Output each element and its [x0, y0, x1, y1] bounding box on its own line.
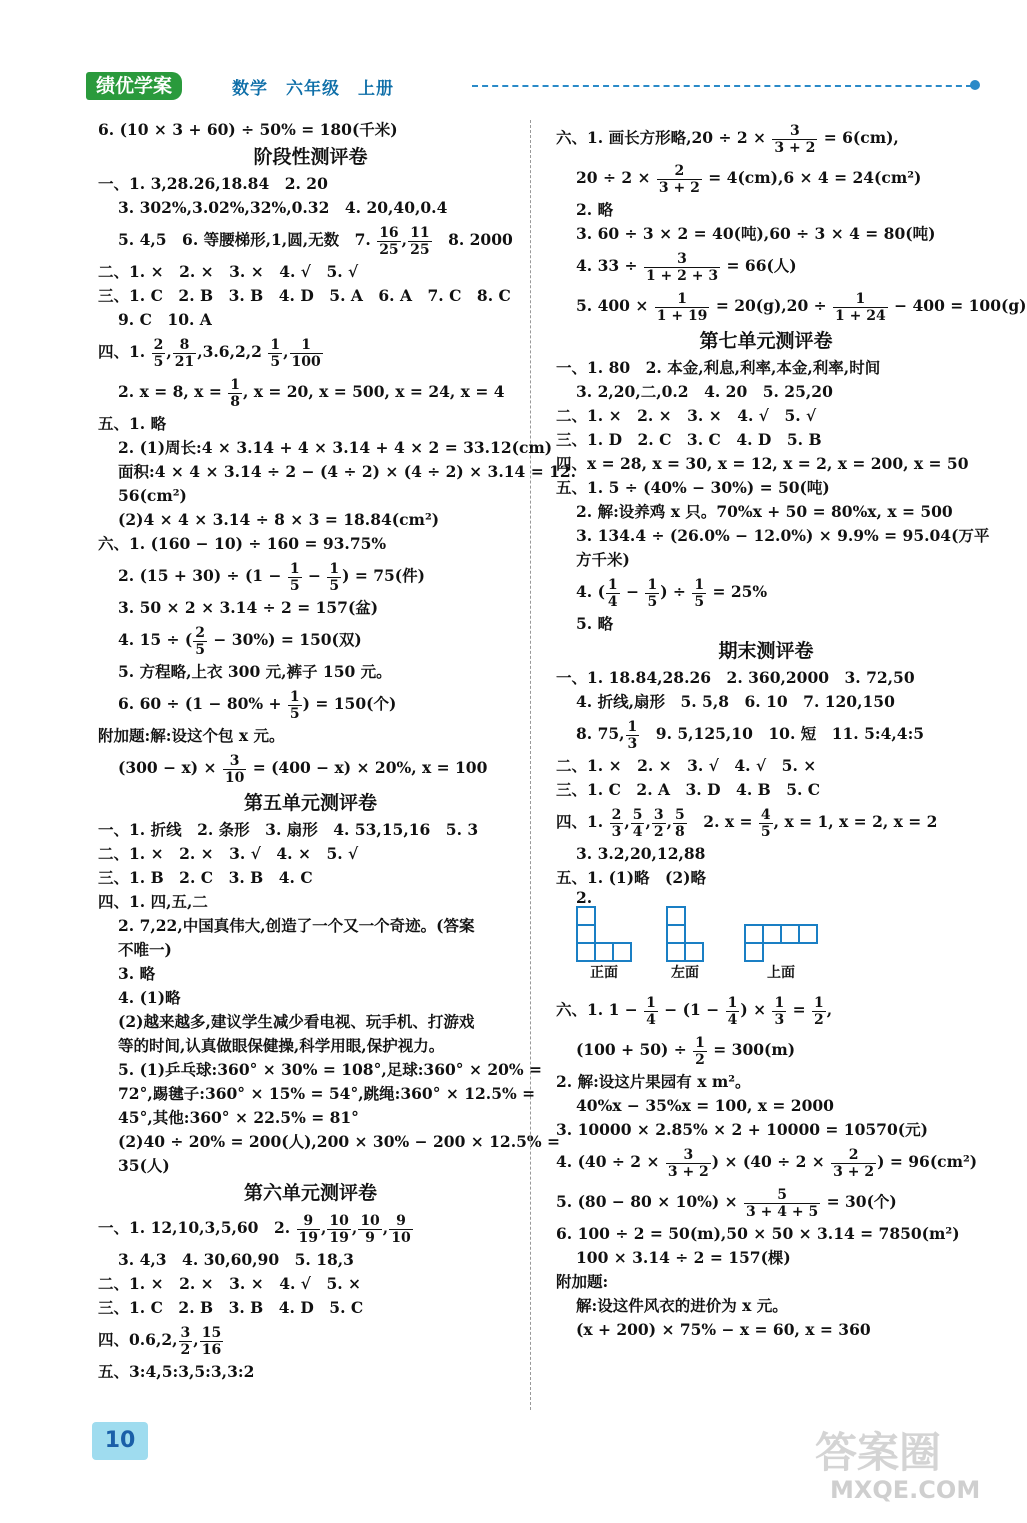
fraction-numerator: 15	[201, 1324, 222, 1341]
fraction-denominator: 5	[289, 705, 300, 722]
fraction	[193, 625, 207, 658]
answer-line: 2. 略	[576, 200, 614, 219]
answer-text: = 6(cm),	[818, 128, 899, 147]
fraction-numerator: 10	[329, 1212, 349, 1229]
answer-text: ,	[321, 1218, 327, 1237]
answer-line: (2)越来越多,建议学生减少看电视、玩手机、打游戏	[118, 1012, 475, 1031]
fraction-numerator: 2	[831, 1147, 876, 1164]
fraction-denominator: 1 + 2 + 3	[645, 267, 719, 284]
answer-text: 4. 15 ÷ (	[118, 630, 193, 649]
answer-line: 3. 略	[118, 964, 156, 983]
block-cell	[577, 925, 595, 943]
answer-text: − 400 = 100(g)	[888, 296, 1027, 315]
fraction-denominator: 2	[653, 823, 664, 840]
answer-line: 附加题:解:设这个包 x 元。	[98, 726, 285, 745]
answer-text: ,	[193, 1330, 199, 1349]
answer-line: 6. (10 × 3 + 60) ÷ 50% = 180(千米)	[98, 120, 398, 139]
fraction-denominator: 3 + 2	[774, 139, 816, 156]
fraction	[606, 577, 620, 610]
answer-line: 不唯一)	[118, 940, 172, 959]
fraction	[268, 337, 282, 370]
view-figure	[576, 906, 632, 982]
answer-line: 面积:4 × 4 × 3.14 ÷ 2 − (4 ÷ 2) × (4 ÷ 2) × 3.14 = 12.	[118, 462, 577, 481]
fraction-denominator: 16	[201, 1341, 222, 1358]
fraction-numerator: 3	[653, 806, 664, 823]
answer-line: 一、1. 18.84,28.26 2. 360,2000 3. 72,50	[556, 668, 915, 687]
fraction	[327, 561, 341, 594]
answer-text: − 30%) = 150(双)	[208, 630, 362, 649]
fraction-denominator: 3	[611, 823, 622, 840]
fraction-denominator: 4	[727, 1011, 738, 1028]
view-caption: 正面	[590, 965, 618, 981]
watermark-logo: 答案圈	[815, 1428, 942, 1477]
fraction	[358, 1213, 381, 1246]
answer-line: 解:设这件风衣的进价为 x 元。	[576, 1296, 788, 1315]
answer-line: 二、1. × 2. × 3. √ 4. √ 5. ×	[556, 756, 817, 775]
answer-line	[556, 118, 976, 158]
answer-line: 4. (1)略	[118, 988, 181, 1007]
answer-text: = 66(人)	[721, 256, 797, 275]
fraction-denominator: 5	[270, 353, 281, 370]
answer-text: 一、1. 12,10,3,5,60 2.	[98, 1218, 296, 1237]
fraction	[389, 1213, 412, 1246]
fraction	[666, 1147, 711, 1180]
answer-text: ) = 150(个)	[302, 694, 397, 713]
answer-line: 2. (1)周长:4 × 3.14 + 4 × 3.14 + 4 × 2 = 33.12(cm)	[118, 438, 553, 457]
view-figure	[666, 906, 704, 982]
fraction-numerator: 9	[297, 1213, 320, 1230]
section-title: 第七单元测评卷	[699, 330, 833, 352]
fraction-denominator: 9	[365, 1229, 375, 1246]
answer-line: 3. 302%,3.02%,32%,0.32 4. 20,40,0.4	[118, 198, 448, 217]
answer-line	[556, 572, 976, 612]
block-cell	[667, 943, 685, 961]
fraction-denominator: 25	[379, 241, 399, 258]
answer-text: 四、1.	[556, 812, 609, 831]
fraction-numerator: 3	[180, 1324, 191, 1341]
answer-line	[556, 286, 1027, 326]
fraction-numerator: 1	[647, 576, 658, 593]
column-divider	[530, 120, 531, 1410]
answer-line: 三、1. D 2. C 3. C 4. D 5. B	[556, 430, 822, 449]
answer-text: ) = 75(件)	[342, 566, 425, 585]
answer-text: −	[620, 582, 645, 601]
answer-line: 100 × 3.14 ÷ 2 = 157(棵)	[576, 1248, 791, 1267]
answer-line	[556, 1142, 976, 1182]
fraction-numerator: 2	[153, 336, 164, 353]
fraction-numerator: 1	[289, 560, 300, 577]
fraction-numerator: 1	[695, 1034, 705, 1051]
answer-line: 45°,其他:360° × 22.5% = 81°	[118, 1108, 359, 1127]
answer-line: 3. 4,3 4. 30,60,90 5. 18,3	[118, 1250, 354, 1269]
answer-text: = 30(个)	[821, 1192, 897, 1211]
fraction	[645, 577, 659, 610]
fraction-denominator: 3 + 2	[667, 1163, 709, 1180]
fraction	[327, 1213, 350, 1246]
answer-line: 三、1. C 2. B 3. B 4. D 5. A 6. A 7. C 8. C	[98, 286, 511, 305]
answer-text: −	[302, 566, 327, 585]
answer-text: = 300(m)	[707, 1040, 796, 1059]
block-cell	[577, 907, 595, 925]
answer-text: 4. (40 ÷ 2 ×	[556, 1152, 665, 1171]
section-title: 期末测评卷	[718, 640, 814, 662]
answer-line	[98, 372, 523, 412]
answer-line: 附加题:	[556, 1272, 609, 1291]
answer-line: (2)40 ÷ 20% = 200(人),200 × 30% − 200 × 12.5% =	[118, 1132, 561, 1151]
answer-line: 四、x = 28, x = 30, x = 12, x = 2, x = 200, x = 50	[556, 454, 969, 473]
fraction-numerator: 3	[666, 1147, 711, 1164]
answer-line: 9. C 10. A	[118, 310, 212, 329]
answer-line: 4. 折线,扇形 5. 5,8 6. 10 7. 120,150	[576, 692, 895, 711]
answer-text: ,	[645, 812, 651, 831]
fraction-denominator: 3 + 2	[658, 179, 700, 196]
page-header	[86, 72, 976, 102]
fraction	[631, 807, 645, 840]
answer-line: 五、1. 5 ÷ (40% − 30%) = 50(吨)	[556, 478, 830, 497]
answer-text: 6. 60 ÷ (1 − 80% +	[118, 694, 287, 713]
answer-text: ,	[624, 812, 630, 831]
fraction-denominator: 5	[694, 593, 705, 610]
answer-text: 20 ÷ 2 ×	[576, 168, 656, 187]
watermark-site: MXQE.COM	[830, 1476, 981, 1504]
answer-text: ,3.6,2,2	[197, 342, 268, 361]
fraction-denominator: 100	[291, 353, 321, 370]
left-column	[98, 118, 577, 1384]
fraction	[200, 1325, 223, 1358]
answer-line: 一、1. 3,28.26,18.84 2. 20	[98, 174, 328, 193]
answer-text: − (1 −	[658, 1000, 725, 1019]
answer-line: 二、1. × 2. × 3. √ 4. × 5. √	[98, 844, 359, 863]
fraction-denominator: 19	[329, 1229, 349, 1246]
fraction-numerator: 1	[607, 576, 618, 593]
answer-text: 2. (15 + 30) ÷ (1 −	[118, 566, 287, 585]
fraction-denominator: 8	[675, 823, 685, 840]
answer-line: 3. 10000 × 2.85% × 2 + 10000 = 10570(元)	[556, 1120, 928, 1139]
answer-text: 六、1. 画长方形略,20 ÷ 2 ×	[556, 128, 772, 147]
fraction-denominator: 4	[607, 593, 618, 610]
fraction	[652, 807, 666, 840]
fraction	[692, 577, 706, 610]
fraction	[744, 1187, 820, 1220]
answer-line	[98, 748, 523, 788]
fraction	[290, 337, 323, 370]
answer-text: 四、0.6,2,	[98, 1330, 178, 1349]
block-view-icon	[666, 906, 704, 962]
answer-line: 5. (1)乒乓球:360° × 30% = 108°,足球:360° × 20% =	[118, 1060, 543, 1079]
answer-line: 六、1. (160 − 10) ÷ 160 = 93.75%	[98, 534, 387, 553]
fraction-denominator: 3	[627, 735, 638, 752]
answer-line: 三、1. C 2. B 3. B 4. D 5. C	[98, 1298, 364, 1317]
header-subject: 数学 六年级 上册	[232, 79, 394, 99]
answer-line	[556, 990, 976, 1030]
fraction	[726, 995, 740, 1028]
block-cell	[763, 925, 781, 943]
fraction-denominator: 8	[230, 393, 240, 410]
fraction-numerator: 1	[646, 994, 656, 1011]
fraction	[772, 995, 786, 1028]
fraction-denominator: 4	[646, 1011, 656, 1028]
answer-line	[98, 620, 523, 660]
answer-text: , x = 1, x = 2, x = 2	[773, 812, 938, 831]
answer-line	[98, 684, 523, 724]
answer-line: 3. 50 × 2 × 3.14 ÷ 2 = 157(盆)	[118, 598, 379, 617]
answer-line: 五、3:4,5:3,5:3,3:2	[98, 1362, 255, 1381]
answer-line	[556, 714, 976, 754]
fraction-numerator: 11	[410, 224, 430, 241]
fraction-denominator: 3	[774, 1011, 785, 1028]
right-column	[556, 118, 1027, 1342]
answer-line	[98, 556, 523, 596]
fraction-numerator: 1	[627, 718, 638, 735]
fraction-numerator: 4	[760, 806, 771, 823]
answer-line: 二、1. × 2. × 3. × 4. √ 5. √	[98, 262, 359, 281]
answer-line: 2. 7,22,中国真伟大,创造了一个又一个奇迹。(答案	[118, 916, 475, 935]
fraction	[297, 1213, 320, 1246]
fraction	[610, 807, 624, 840]
fraction-denominator: 5	[289, 577, 300, 594]
fraction	[772, 123, 817, 156]
fraction-numerator: 3	[223, 753, 246, 770]
fraction-numerator: 5	[675, 806, 685, 823]
answer-text: , x = 20, x = 500, x = 24, x = 4	[242, 382, 505, 401]
fraction	[833, 291, 888, 324]
answer-line: 3. 60 ÷ 3 × 2 = 40(吨),60 ÷ 3 × 4 = 80(吨)	[576, 224, 936, 243]
answer-line: 5. 方程略,上衣 300 元,裤子 150 元。	[118, 662, 392, 681]
block-cell	[745, 943, 763, 961]
fraction-denominator: 5	[153, 353, 164, 370]
section-title: 第六单元测评卷	[243, 1182, 377, 1204]
answer-text: 2. x = 8, x =	[118, 382, 228, 401]
answer-text: 8. 2000	[432, 230, 513, 249]
answer-text: 9. 5,125,10 10. 短 11. 5:4,4:5	[640, 724, 925, 743]
fraction-numerator: 16	[379, 224, 399, 241]
answer-line: 二、1. × 2. × 3. × 4. √ 5. √	[556, 406, 817, 425]
answer-line: (2)4 × 4 × 3.14 ÷ 8 × 3 = 18.84(cm²)	[118, 510, 440, 529]
answer-line: 等的时间,认真做眼保健操,科学用眼,保护视力。	[118, 1036, 445, 1055]
answer-line: 72°,踢毽子:360° × 15% = 54°,跳绳:360° × 12.5% =	[118, 1084, 536, 1103]
answer-text: 4. (	[576, 582, 605, 601]
fraction-denominator: 5	[195, 641, 206, 658]
answer-line: 56(cm²)	[118, 486, 187, 505]
fraction-denominator: 1 + 24	[835, 307, 886, 324]
answer-text: = 20(g),20 ÷	[710, 296, 833, 315]
fraction	[759, 807, 773, 840]
answer-text: 8. 75,	[576, 724, 625, 743]
fraction-denominator: 2	[180, 1341, 191, 1358]
fraction-denominator: 10	[224, 769, 245, 786]
fraction-denominator: 5	[329, 577, 340, 594]
fraction-denominator: 25	[410, 241, 430, 258]
answer-line: 35(人)	[118, 1156, 170, 1175]
fraction-denominator: 2	[695, 1051, 705, 1068]
page-number: 10	[92, 1422, 148, 1460]
fraction-denominator: 21	[174, 353, 195, 370]
answer-text: ) × (40 ÷ 2 ×	[711, 1152, 831, 1171]
fraction-numerator: 10	[360, 1212, 380, 1229]
fraction-denominator: 4	[632, 823, 643, 840]
fraction-numerator: 1	[290, 337, 323, 354]
fraction	[644, 251, 720, 284]
fraction	[644, 995, 658, 1028]
answer-text: ) ÷	[660, 582, 692, 601]
fraction	[831, 1147, 876, 1180]
answer-text: 六、1. 1 −	[556, 1000, 644, 1019]
view-caption: 上面	[767, 965, 795, 981]
fraction-numerator: 1	[270, 336, 281, 353]
brand-logo: 绩优学案	[86, 72, 182, 100]
answer-line	[98, 1320, 523, 1360]
answer-line: 三、1. B 2. C 3. B 4. C	[98, 868, 313, 887]
three-views-figure	[556, 906, 976, 990]
answer-text: (100 + 50) ÷	[576, 1040, 693, 1059]
fraction	[152, 337, 166, 370]
answer-text: = 25%	[707, 582, 768, 601]
answer-text: ,	[166, 342, 172, 361]
fraction	[693, 1035, 707, 1068]
answer-text: 5. 4,5 6. 等腰梯形,1,圆,无数 7.	[118, 230, 377, 249]
answer-line	[98, 332, 523, 372]
fraction-denominator: 5	[760, 823, 771, 840]
answer-line: 3. 2,20,二,0.2 4. 20 5. 25,20	[576, 382, 833, 401]
answer-line	[556, 158, 976, 198]
answer-text: ,	[351, 1218, 358, 1237]
block-cell	[781, 925, 799, 943]
answer-text: 5. 400 ×	[576, 296, 654, 315]
answer-text: 4. 33 ÷	[576, 256, 643, 275]
fraction	[173, 337, 196, 370]
section-title: 第五单元测评卷	[243, 792, 377, 814]
fraction-numerator: 3	[772, 123, 817, 140]
fraction-numerator: 1	[694, 576, 705, 593]
answer-line	[98, 220, 523, 260]
answer-line: 二、1. × 2. × 3. × 4. √ 5. ×	[98, 1274, 362, 1293]
answer-text: ,	[666, 812, 673, 831]
answer-line: 3. 134.4 ÷ (26.0% − 12.0%) × 9.9% = 95.04(万平	[576, 526, 990, 545]
fraction-numerator: 1	[814, 994, 824, 1011]
answer-line	[556, 1030, 976, 1070]
answer-text: 2. x =	[687, 812, 758, 831]
answer-line: (x + 200) × 75% − x = 60, x = 360	[576, 1320, 871, 1339]
fraction-numerator: 2	[195, 624, 206, 641]
fraction	[228, 377, 242, 410]
block-view-icon	[576, 906, 632, 962]
answer-text: = 4(cm),6 × 4 = 24(cm²)	[702, 168, 922, 187]
answer-line: 6. 100 ÷ 2 = 50(m),50 × 50 × 3.14 = 7850(m²)	[556, 1224, 960, 1243]
fraction	[657, 163, 702, 196]
fraction-denominator: 10	[391, 1229, 411, 1246]
fraction-denominator: 1 + 19	[656, 307, 708, 324]
fraction-denominator: 19	[298, 1229, 319, 1246]
answer-text: 四、1.	[98, 342, 151, 361]
fraction-numerator: 9	[389, 1213, 412, 1230]
fraction	[223, 753, 246, 786]
answer-text: ,	[382, 1218, 389, 1237]
answer-line: 五、1. 略	[98, 414, 167, 433]
fraction-numerator: 8	[173, 337, 196, 354]
block-cell	[667, 907, 685, 925]
block-view-icon	[744, 924, 818, 962]
answer-line: 方千米)	[576, 550, 630, 569]
block-cell	[685, 943, 703, 961]
view-figure	[744, 924, 818, 982]
fraction-numerator: 3	[644, 251, 720, 268]
fraction-numerator: 1	[774, 994, 785, 1011]
fraction	[626, 719, 640, 752]
block-cell	[577, 943, 595, 961]
fraction-numerator: 5	[744, 1187, 820, 1204]
answer-line	[556, 802, 976, 842]
fraction	[673, 807, 687, 840]
answer-line	[98, 1208, 523, 1248]
block-cell	[595, 943, 613, 961]
fraction-numerator: 1	[289, 688, 300, 705]
header-dot-icon	[970, 80, 980, 90]
fraction-numerator: 1	[833, 291, 888, 308]
fraction	[179, 1325, 193, 1358]
answer-text: =	[787, 1000, 811, 1019]
answer-line: 2.	[576, 888, 593, 907]
answer-line: 一、1. 折线 2. 条形 3. 扇形 4. 53,15,16 5. 3	[98, 820, 479, 839]
fraction-numerator: 1	[727, 994, 738, 1011]
fraction-numerator: 5	[632, 806, 643, 823]
header-dashed-line	[472, 85, 972, 87]
fraction	[655, 291, 710, 324]
answer-text: ,	[401, 230, 408, 249]
fraction	[408, 225, 431, 258]
fraction-denominator: 5	[647, 593, 658, 610]
answer-line	[556, 246, 976, 286]
fraction	[288, 689, 302, 722]
fraction-denominator: 3 + 2	[833, 1163, 875, 1180]
answer-line	[556, 1182, 976, 1222]
answer-text: ,	[283, 342, 289, 361]
fraction-numerator: 2	[611, 806, 622, 823]
answer-text: = (400 − x) × 20%, x = 100	[247, 758, 488, 777]
answer-line: 五、1. (1)略 (2)略	[556, 868, 706, 887]
answer-line: 5. 略	[576, 614, 614, 633]
answer-line: 四、1. 四,五,二	[98, 892, 208, 911]
view-caption: 左面	[671, 965, 699, 981]
answer-line: 三、1. C 2. A 3. D 4. B 5. C	[556, 780, 821, 799]
fraction-numerator: 1	[655, 291, 710, 308]
answer-text: 5. (80 − 80 × 10%) ×	[556, 1192, 744, 1211]
fraction	[812, 995, 826, 1028]
fraction-numerator: 2	[657, 163, 702, 180]
answer-line: 2. 解:设这片果园有 x m²。	[556, 1072, 751, 1091]
section-title: 阶段性测评卷	[253, 146, 368, 168]
block-cell	[667, 925, 685, 943]
answer-line: 2. 解:设养鸡 x 只。70%x + 50 = 80%x, x = 500	[576, 502, 953, 521]
block-cell	[613, 943, 631, 961]
answer-text: ) ×	[740, 1000, 772, 1019]
fraction-numerator: 1	[230, 376, 240, 393]
answer-text: (300 − x) ×	[118, 758, 222, 777]
fraction-denominator: 3 + 4 + 5	[746, 1203, 819, 1220]
fraction-denominator: 2	[814, 1011, 824, 1028]
answer-text: ,	[826, 1000, 833, 1019]
answer-line: 40%x − 35%x = 100, x = 2000	[576, 1096, 834, 1115]
fraction	[377, 225, 400, 258]
answer-line: 3. 3.2,20,12,88	[576, 844, 706, 863]
answer-text: ) = 96(cm²)	[877, 1152, 978, 1171]
fraction-numerator: 1	[329, 560, 340, 577]
fraction	[288, 561, 302, 594]
block-cell	[799, 925, 817, 943]
block-cell	[745, 925, 763, 943]
answer-line: 一、1. 80 2. 本金,利息,利率,本金,利率,时间	[556, 358, 881, 377]
